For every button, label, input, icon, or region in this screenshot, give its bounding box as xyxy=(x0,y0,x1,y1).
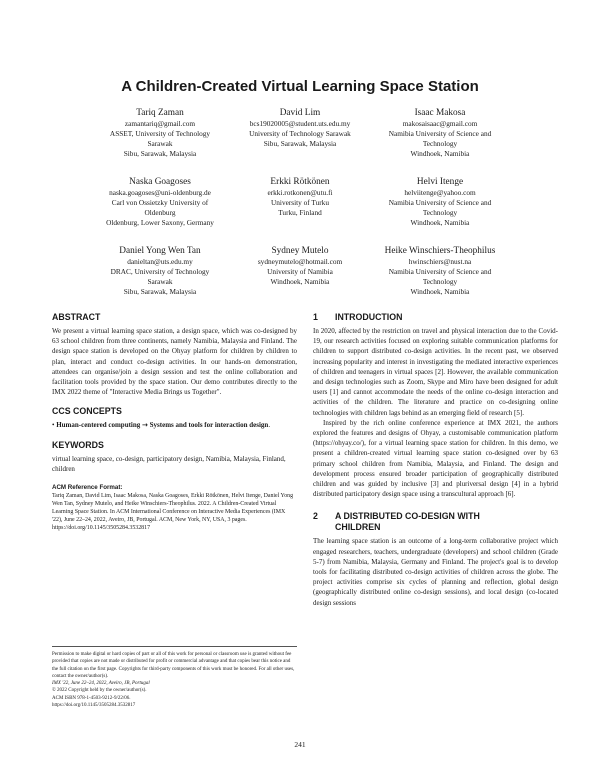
author-name: Erkki Rötkönen xyxy=(270,177,330,187)
author-name: Tariq Zaman xyxy=(136,108,184,118)
author-email: sydneymutelo@hotmail.com xyxy=(257,257,343,266)
author-location: Windhoek, Namibia xyxy=(270,277,330,286)
permission-text: Permission to make digital or hard copies of part or all of this work for personal or classroom use is granted without fee provided that copies are not made or distributed for profit or commercial advantage and that copies bear this notice and the full citation on the first page. Copyrights for third-party components of this work must be honored. For all other uses, contact the owner/author(s). xyxy=(52,652,295,679)
keywords-text: virtual learning space, co-design, participatory design, Namibia, Malaysia, Finland, children xyxy=(52,454,286,473)
author-location: Sibu, Sarawak, Malaysia xyxy=(123,149,197,158)
author-location: Windhoek, Namibia xyxy=(410,218,470,227)
section-title: A DISTRIBUTED CO-DESIGN WITH CHILDREN xyxy=(335,511,480,533)
reference-format-heading: ACM Reference Format: xyxy=(52,484,123,492)
section-heading xyxy=(313,511,558,533)
author-location: Windhoek, Namibia xyxy=(410,149,470,158)
author-affiliation: DRAC, University of Technology xyxy=(110,267,210,276)
doi-line: https://doi.org/10.1145/3505284.3532817 xyxy=(52,703,136,709)
paragraph: The learning space station is an outcome of a long-term collaborative project which engaged researchers, teachers, undergraduate (developers) and school children (Grade 5-7) from Namibia, Malaysia, Germany and Finland. The project's goal is to develop tools for facilitating distributed co-design activities of children across the globe. The project activities comprise six cycles of planning and reflection, global design (geographically distributed online co-design sessions), and local design (co-located design sessions xyxy=(313,537,558,607)
author-name: Naska Goagoses xyxy=(129,177,191,187)
author-affiliation: Namibia University of Science and xyxy=(388,198,492,207)
author-location: Turku, Finland xyxy=(278,208,322,217)
author-email: helviitenge@yahoo.com xyxy=(404,188,476,197)
author-affiliation: Namibia University of Science and xyxy=(388,129,492,138)
ccs-term: Systems and tools for interaction design xyxy=(149,421,269,430)
author-email: naska.goagoses@uni-oldenburg.de xyxy=(109,188,211,197)
author-affiliation: Technology xyxy=(422,208,458,217)
author-name: Sydney Mutelo xyxy=(271,246,329,256)
author-name: Daniel Yong Wen Tan xyxy=(119,246,201,256)
author-name: Isaac Makosa xyxy=(414,108,466,118)
reference-format-text: Tariq Zaman, David Lim, Isaac Makosa, Naska Goagoses, Erkki Rötkönen, Helvi Itenge, Daniel Yong Wen Tan, Sydney Mutelo, and Heike Winschiers-Theophilus. 2022. A Children-Created Virtual Learning Space Station. In ACM International Conference on Interactive Media Experiences (IMX '22), June 22–24, 2022, Aveiro, JB, Portugal. ACM, New York, NY, USA, 3 pages. https://doi.org/10.1145/3505284.3532817 xyxy=(52,493,294,532)
paragraph: Inspired by the rich online conference experience at IMX 2021, the authors explored the features and designs of Ohyay, a customisable communication platform (https://ohyay.co/), for a virtual learning space station for children. In this demo, we present a children-created virtual learning space station co-designed over by 63 primary school children from Namibia, Malaysia, and Finland. The design and development process ensured broader participation of geographically distributed children and was guided by inclusive [3] and pluriversal design [4] in a hybrid distributed participatory design space using a transcultural approach [6]. xyxy=(313,418,558,499)
author-block xyxy=(351,107,529,159)
author-location: Sibu, Sarawak, Malaysia xyxy=(263,139,337,148)
permission-notice xyxy=(52,646,297,709)
author-block xyxy=(351,176,529,228)
author-email: bcs19020005@student.uts.edu.my xyxy=(249,119,351,128)
right-column xyxy=(313,312,558,608)
author-location: Sibu, Sarawak, Malaysia xyxy=(123,287,197,296)
author-affiliation: ASSET, University of Technology xyxy=(109,129,211,138)
author-block xyxy=(351,245,529,297)
abstract-heading: ABSTRACT xyxy=(52,312,101,322)
author-affiliation: Oldenburg xyxy=(144,208,176,217)
abstract-text: We present a virtual learning space station, a design space, which was co-designed by 63 school children from three continents, namely Namibia, Malaysia and Finland. The design space station is developed on the Ohyay platform for children by children to plan, interact and conduct co-design activities. In our hands-on demonstration, attendees can organise/join a design session and test the online collaboration and facilitation tools provided by the space station. Our demo contributes directly to the IMX 2022 theme of "Interactive Media Brings us Together". xyxy=(52,327,297,397)
paragraph: In 2020, affected by the restriction on travel and physical interaction due to the Covid- 19, our research activities focused on exploring suitable communication platforms for children to support distributed co-design activities. In the recent past, we observed increasing popularity and interest in investigating the mediated interactive experiences of children and teenagers in virtual spaces [2]. However, the available communication and design technologies such as Zoom, Skype and Miro have been designed for adult users [1] and cannot accommodate the needs of the online co-design interaction and activities of the children. The literature and practice on co-designing online technologies with children lags behind as an emerging field of research [5]. xyxy=(313,327,558,417)
section-heading xyxy=(313,312,558,323)
arrow-icon: → xyxy=(142,421,148,430)
author-name: Heike Winschiers-Theophilus xyxy=(384,246,496,256)
section-number: 1 xyxy=(313,312,318,322)
author-location: Windhoek, Namibia xyxy=(410,287,470,296)
author-email: zamantariq@gmail.com xyxy=(124,119,196,128)
author-affiliation: University of Technology Sarawak xyxy=(249,129,351,138)
author-name: David Lim xyxy=(279,108,321,118)
author-name: Helvi Itenge xyxy=(416,177,464,187)
author-affiliation: Technology xyxy=(422,139,458,148)
author-email: hwinschiers@nust.na xyxy=(408,257,472,266)
author-email: erkki.rotkonen@utu.fi xyxy=(267,188,333,197)
author-location: Oldenburg, Lower Saxony, Germany xyxy=(106,218,214,227)
section-number: 2 xyxy=(313,511,318,522)
author-affiliation: University of Turku xyxy=(271,198,329,207)
left-column xyxy=(52,312,297,533)
author-affiliation: Namibia University of Science and xyxy=(388,267,492,276)
author-affiliation: Sarawak xyxy=(147,277,173,286)
copyright-line: © 2022 Copyright held by the owner/author(s). xyxy=(52,688,147,694)
isbn-line: ACM ISBN 978-1-4503-9212-9/22/06. xyxy=(52,695,131,701)
author-email: danieltan@uts.edu.my xyxy=(127,257,193,266)
section-title: INTRODUCTION xyxy=(335,312,403,322)
ccs-end: . xyxy=(268,421,271,430)
author-affiliation: Sarawak xyxy=(147,139,173,148)
keywords-heading: KEYWORDS xyxy=(52,439,104,450)
author-affiliation: Technology xyxy=(422,277,458,286)
ccs-heading: CCS CONCEPTS xyxy=(52,406,122,417)
author-email: makosaisaac@gmail.com xyxy=(402,119,478,128)
bullet: • xyxy=(52,421,55,430)
ccs-term: Human-centered computing xyxy=(56,421,141,430)
ccs-concepts xyxy=(52,420,297,430)
conference-line: IMX '22, June 22–24, 2022, Aveiro, JB, Portugal xyxy=(52,681,150,687)
author-affiliation: Carl von Ossietzky University of xyxy=(111,198,209,207)
page-number: 241 xyxy=(294,740,306,749)
paper-title: A Children-Created Virtual Learning Space Station xyxy=(121,78,479,95)
author-affiliation: University of Namibia xyxy=(267,267,333,276)
